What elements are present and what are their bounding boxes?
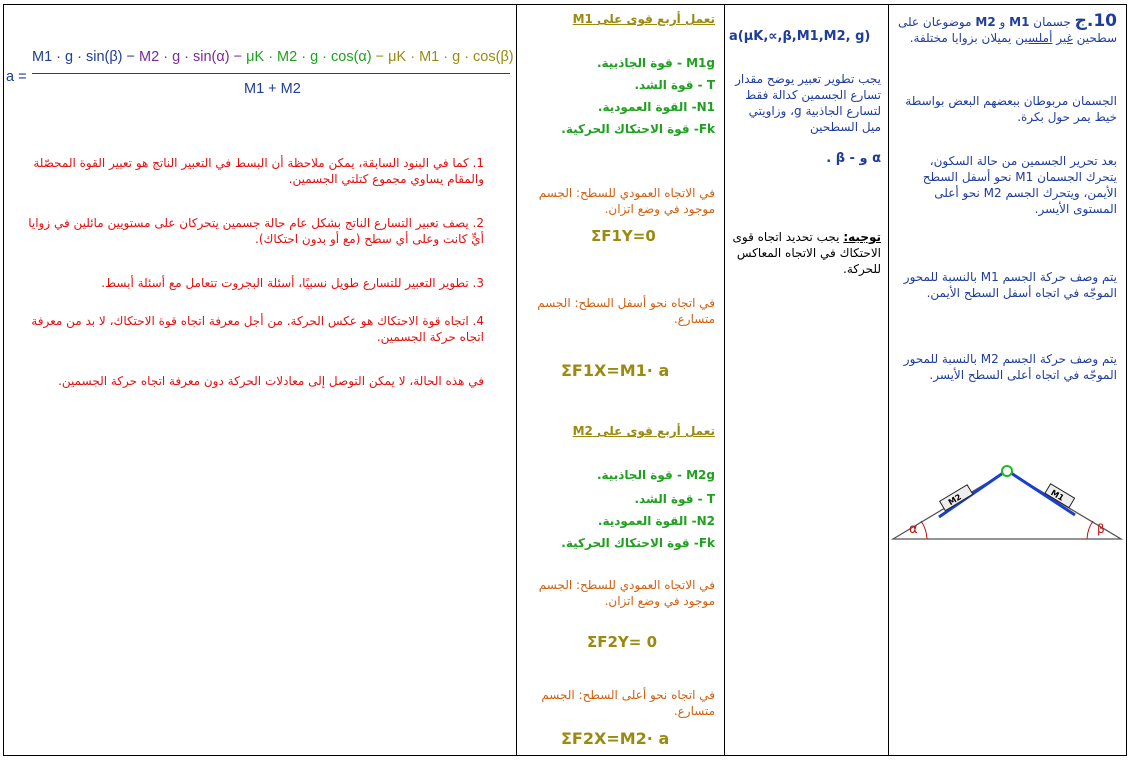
m1-eq-y: ΣF1Y=0 bbox=[591, 227, 656, 245]
m2-force-gravity: M2g - قوة الجاذبية. bbox=[596, 468, 715, 482]
m1-forces-heading: تعمل أربع قوى على M1 bbox=[572, 12, 715, 26]
m2-force-friction: Fk- قوة الاحتكاك الحركية. bbox=[561, 536, 715, 550]
problem-p2: الجسمان مربوطان ببعضهم البعض بواسطة خيط يمر حول بكرة. bbox=[905, 94, 1117, 124]
alpha-label: α bbox=[909, 522, 918, 537]
m2-force-tension: T - قوة الشد. bbox=[634, 492, 715, 506]
problem-intro: 10.ج جسمان M1 و M2 موضوعان على سطحين غير أملسين يميلان بزوايا مختلفة. bbox=[897, 11, 1117, 45]
hint-label: توجيه: bbox=[843, 230, 881, 244]
formula-denominator: M1 + M2 bbox=[244, 81, 301, 97]
m2-eq-x: ΣF2X=M2· a bbox=[561, 729, 670, 748]
problem-p5: يتم وصف حركة الجسم M2 بالنسبة للمحور الموجّه في اتجاه أعلى السطح الأيسر. bbox=[903, 352, 1117, 382]
fraction-bar bbox=[32, 73, 510, 74]
m2-up-text: في اتجاه نحو أعلى السطح: الجسم متسارع. bbox=[541, 688, 715, 718]
acceleration-formula: a = M1 · g · sin(β) − M2 · g · sin(α) − μK · M2 · g · cos(α) − μK · M1 · g · cos(β) M1 + M2 bbox=[6, 49, 514, 97]
block-m2-label: M2 bbox=[946, 492, 963, 508]
beta-label: β bbox=[1097, 522, 1105, 536]
pulley-icon bbox=[1002, 466, 1012, 476]
goal-text: يجب تطوير تعبير يوضح مقدار تسارع الجسمين كدالة فقط لتسارع الجاذبية g، وزاويتي ميل السطحين bbox=[735, 72, 881, 134]
note-2: 2. يصف تعبير التسارع الناتج بشكل عام حالة جسمين يتحركان على مستويين مائلين في زوايا أيٍّ كانت وعلى أي سطح (مع أو بدون احتكاك). bbox=[28, 216, 484, 246]
m2-eq-y: ΣF2Y= 0 bbox=[587, 633, 658, 651]
m1-down-text: في اتجاه نحو أسفل السطح: الجسم متسارع. bbox=[537, 296, 715, 326]
m2-forces-heading: تعمل أربع قوى على M2 bbox=[572, 424, 715, 438]
formula-column bbox=[4, 5, 516, 755]
m1-eq-x: ΣF1X=M1· a bbox=[561, 361, 670, 380]
m2-force-normal: N2- القوة العمودية. bbox=[597, 514, 715, 528]
formula-term-2: M2 · g · sin(α) bbox=[139, 49, 230, 65]
alpha-arc bbox=[921, 521, 927, 539]
angles-text: α و - β . bbox=[826, 151, 881, 166]
problem-column bbox=[888, 5, 1126, 755]
note-5: في هذه الحالة، لا يمكن التوصل إلى معادلات الحركة دون معرفة اتجاه حركة الجسمين. bbox=[58, 374, 484, 388]
formula-term-3: μK · M2 · g · cos(α) bbox=[246, 49, 372, 65]
triangle-base bbox=[893, 471, 1121, 539]
goal-column bbox=[724, 5, 888, 755]
formula-term-4: μK · M1 · g · cos(β) bbox=[388, 49, 514, 65]
note-1: 1. كما في البنود السابقة، يمكن ملاحظة أن البسط في التعبير الناتج هو تعبير القوة المحصّلة والمقام يساوي مجموع كتلتي الجسمين. bbox=[33, 156, 484, 186]
formula-term-1: M1 · g · sin(β) bbox=[32, 49, 123, 65]
m1-force-normal: N1- القوة العمودية. bbox=[597, 100, 715, 114]
forces-column bbox=[516, 5, 724, 755]
function-heading: a(μK,∝,β,M1,M2, g) bbox=[729, 29, 871, 44]
content-table bbox=[3, 4, 1127, 756]
problem-number: 10.ج bbox=[1074, 11, 1117, 31]
m1-force-gravity: M1g - قوة الجاذبية. bbox=[596, 56, 715, 70]
m1-force-tension: T - قوة الشد. bbox=[634, 78, 715, 92]
m1-vertical-text: في الاتجاه العمودي للسطح: الجسم موجود في وضع اتزان. bbox=[538, 186, 715, 216]
beta-arc bbox=[1087, 521, 1093, 539]
note-4: 4. اتجاه قوة الاحتكاك هو عكس الحركة. من أجل معرفة اتجاه قوة الاحتكاك، لا بد من معرفة اتجاه حركة الجسمين. bbox=[31, 314, 484, 344]
m2-vertical-text: في الاتجاه العمودي للسطح: الجسم موجود في وضع اتزان. bbox=[538, 578, 715, 608]
formula-lhs: a = bbox=[6, 69, 27, 85]
problem-p3: بعد تحرير الجسمين من حالة السكون، يتحرك الجسمان M1 نحو أسفل السطح الأيمن، ويتحرك الجسم M2 نحو أعلى المستوى الأيسر. bbox=[922, 154, 1117, 216]
m1-force-friction: Fk- قوة الاحتكاك الحركية. bbox=[561, 122, 715, 136]
note-3: 3. تطوير التعبير للتسارع طويل نسبيًا، أسئلة البجروت تتعامل مع أسئلة أبسط. bbox=[101, 276, 484, 290]
hint-text: توجيه: يجب تحديد اتجاه قوى الاحتكاك في الاتجاه المعاكس للحركة. bbox=[732, 230, 881, 276]
block-m1-label: M1 bbox=[1049, 488, 1066, 503]
inclined-planes-diagram bbox=[891, 461, 1125, 543]
problem-p4: يتم وصف حركة الجسم M1 بالنسبة للمحور الموجّه في اتجاه أسفل السطح الأيمن. bbox=[903, 270, 1117, 300]
